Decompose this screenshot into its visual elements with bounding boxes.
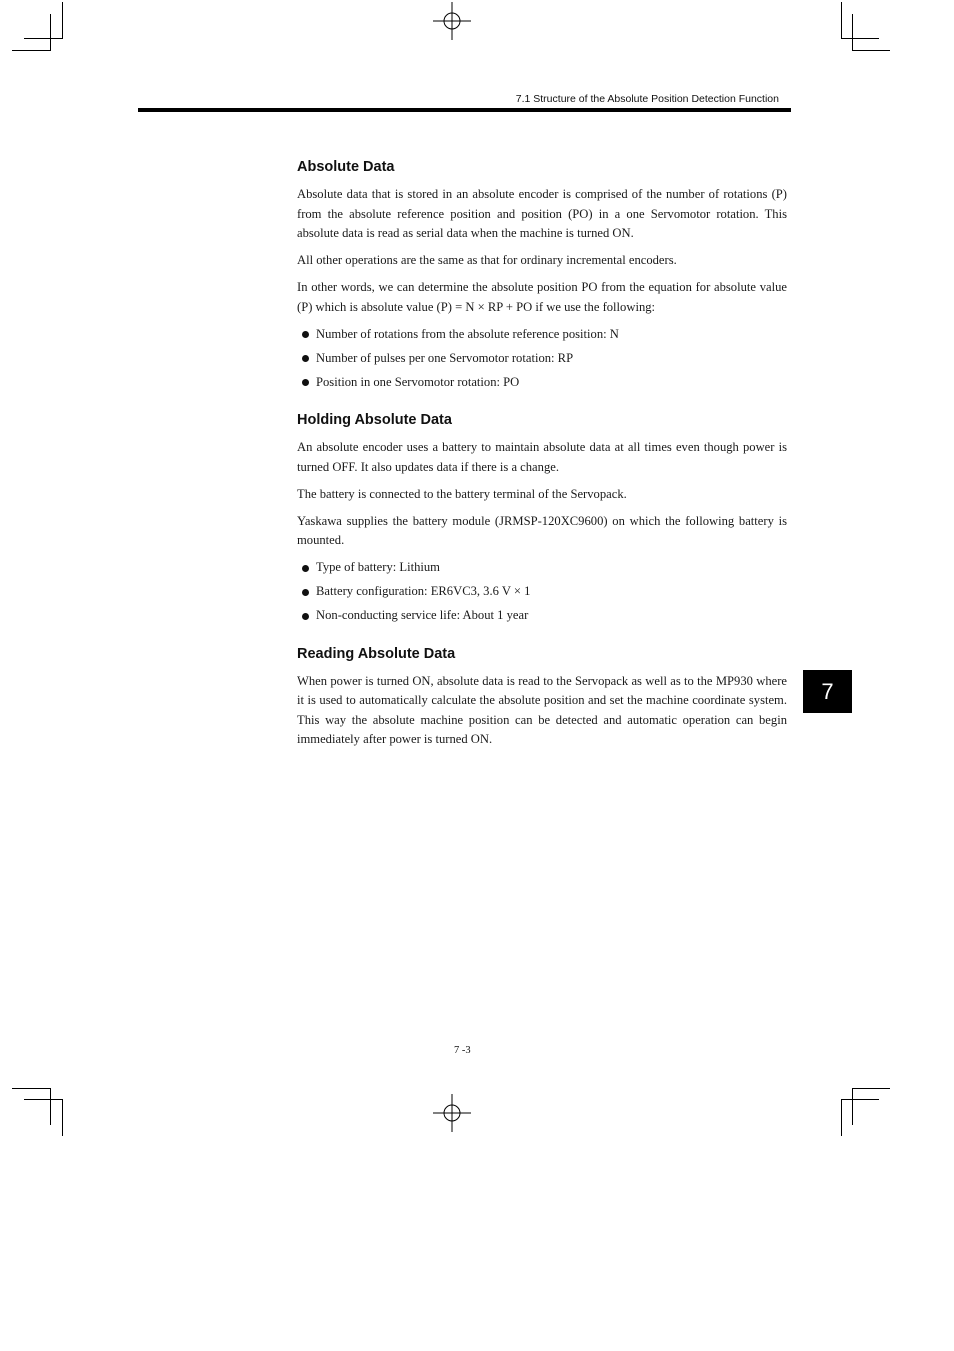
chapter-tab: 7	[803, 670, 852, 713]
section-heading: Reading Absolute Data	[297, 645, 456, 662]
list-item	[297, 325, 787, 345]
crop-mark	[841, 1099, 879, 1100]
list-item	[297, 373, 787, 393]
crop-mark	[841, 1099, 842, 1136]
crop-mark	[841, 38, 879, 39]
crop-mark	[852, 14, 853, 51]
body-paragraph: An absolute encoder uses a battery to maintain absolute data at all times even though power is turned OFF. It also updates data if there is a change.	[297, 440, 787, 474]
crop-mark	[50, 1088, 51, 1125]
registration-mark-icon	[433, 1094, 471, 1132]
body-paragraph: The battery is connected to the battery terminal of the Servopack.	[297, 486, 627, 501]
bullet-icon	[302, 565, 309, 572]
crop-mark	[841, 2, 842, 39]
section-heading: Absolute Data	[297, 159, 395, 175]
bullet-icon	[302, 379, 309, 386]
crop-mark	[62, 1099, 63, 1136]
list-item-text: Battery configuration: ER6VC3, 3.6 V × 1	[316, 584, 531, 598]
list-item-text: Number of rotations from the absolute reference position: N	[316, 326, 619, 341]
crop-mark	[24, 1099, 63, 1100]
registration-mark-icon	[433, 2, 471, 40]
bullet-icon	[302, 331, 309, 338]
list-item-text: Number of pulses per one Servomotor rotation: RP	[316, 350, 574, 365]
page-number: 7 -3	[454, 1045, 471, 1056]
crop-mark	[852, 1088, 853, 1125]
list-item-text: Position in one Servomotor rotation: PO	[316, 374, 520, 389]
header-rule	[138, 108, 791, 112]
list-item-text: Non-conducting service life: About 1 year	[316, 608, 529, 622]
running-header: 7.1 Structure of the Absolute Position Detection Function	[515, 93, 779, 105]
body-paragraph: In other words, we can determine the absolute position PO from the equation for absolute value (P) which is absolute value (P) = N × RP + PO if we use the following:	[297, 280, 787, 314]
bullet-icon	[302, 355, 309, 362]
crop-mark	[852, 50, 890, 51]
bullet-list	[297, 558, 787, 626]
crop-mark	[24, 38, 63, 39]
crop-mark	[62, 2, 63, 39]
list-item	[297, 582, 787, 602]
list-item	[297, 349, 787, 369]
bullet-list	[297, 325, 787, 393]
body-paragraph: Yaskawa supplies the battery module (JRMSP-120XC9600) on which the following battery is mounted.	[297, 513, 787, 547]
crop-mark	[12, 1088, 51, 1089]
bullet-icon	[302, 589, 309, 596]
crop-mark	[50, 14, 51, 51]
body-paragraph: Absolute data that is stored in an absolute encoder is comprised of the number of rotations (P) from the absolute reference position and position (PO) in a one Servomotor rotation. This absolute data is read as serial data when the machine is turned ON.	[297, 187, 787, 240]
list-item-text: Type of battery: Lithium	[316, 560, 440, 574]
bullet-icon	[302, 613, 309, 620]
crop-mark	[12, 50, 51, 51]
section-heading: Holding Absolute Data	[297, 412, 452, 428]
list-item	[297, 558, 787, 578]
body-paragraph: When power is turned ON, absolute data is read to the Servopack as well as to the MP930 where it is used to automatically calculate the absolute position and set the machine coordinate system. This way the absolute machine position can be detected and automatic operation can begin immediately after power is turned ON.	[297, 673, 787, 746]
body-paragraph: All other operations are the same as that for ordinary incremental encoders.	[297, 253, 677, 267]
page-body	[297, 157, 787, 757]
list-item	[297, 606, 787, 626]
crop-mark	[852, 1088, 890, 1089]
